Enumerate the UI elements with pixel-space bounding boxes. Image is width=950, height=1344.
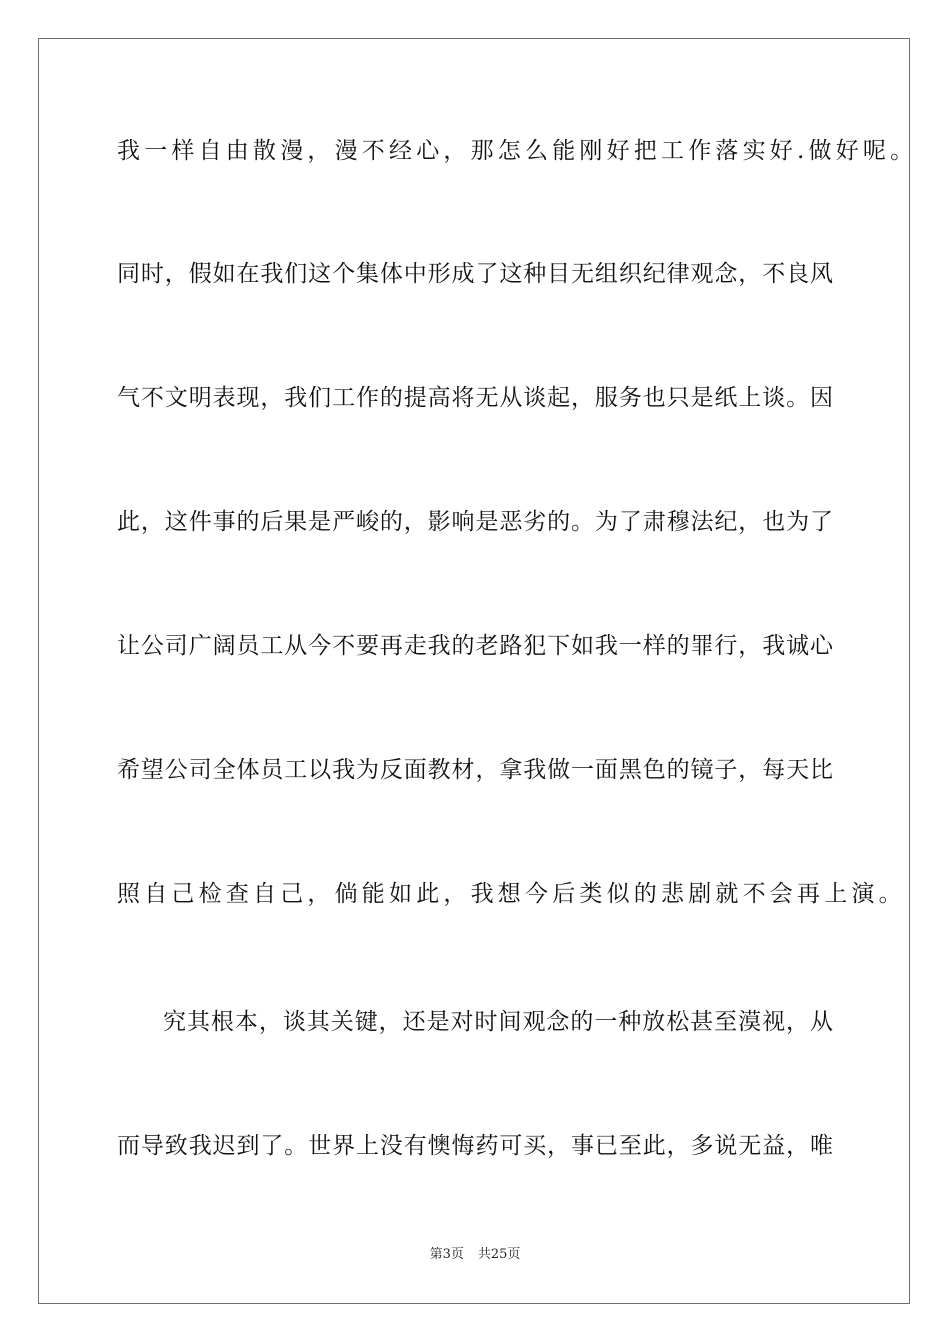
text-line-7: 照自己检查自己，倘能如此，我想今后类似的悲剧就不会再上演。 xyxy=(117,881,906,907)
text-line-5: 让公司广阔员工从今不要再走我的老路犯下如我一样的罪行，我诚心 xyxy=(117,633,833,659)
text-line-3: 气不文明表现，我们工作的提高将无从谈起，服务也只是纸上谈。因 xyxy=(117,385,833,411)
page-border xyxy=(38,38,918,1304)
text-line-8: 究其根本，谈其关键，还是对时间观念的一种放松甚至漠视，从 xyxy=(163,1009,833,1035)
text-line-6: 希望公司全体员工以我为反面教材，拿我做一面黑色的镜子，每天比 xyxy=(117,757,833,783)
text-line-4: 此，这件事的后果是严峻的，影响是恶劣的。为了肃穆法纪，也为了 xyxy=(117,509,833,535)
text-line-9: 而导致我迟到了。世界上没有懊悔药可买，事已至此，多说无益，唯 xyxy=(117,1133,833,1159)
text-line-2: 同时，假如在我们这个集体中形成了这种目无组织纪律观念，不良风 xyxy=(117,261,833,287)
page-number: 第3页 xyxy=(429,1247,464,1262)
text-line-1: 我一样自由散漫，漫不经心，那怎么能刚好把工作落实好.做好呢。 xyxy=(117,138,918,164)
page-total: 共25页 xyxy=(477,1247,521,1262)
page-footer xyxy=(0,1246,950,1264)
